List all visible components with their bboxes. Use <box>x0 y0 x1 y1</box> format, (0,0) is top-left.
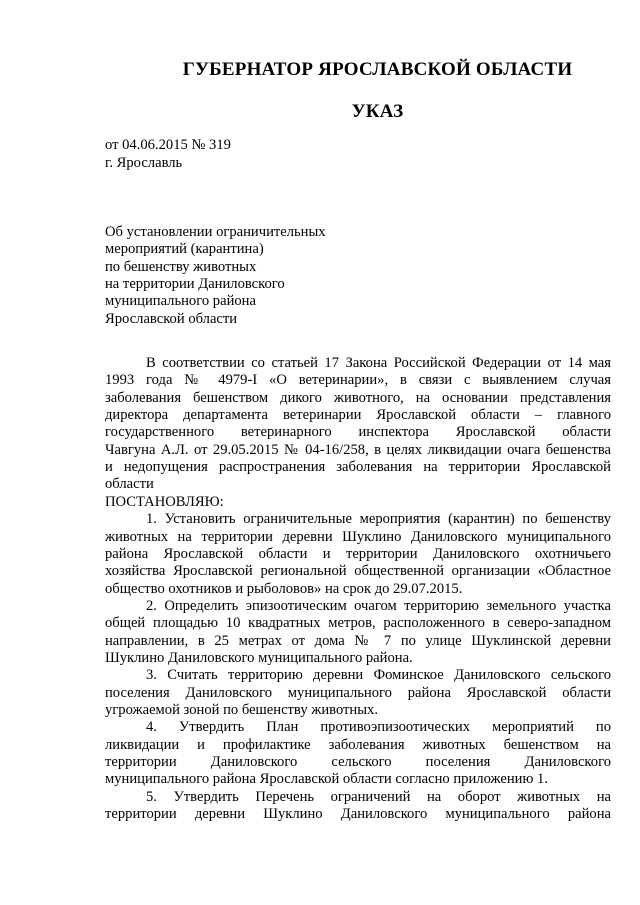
body-line: Чавгуна А.Л. от 29.05.2015 № 04-16/258, в целях ликвидации очага бешенства <box>105 441 611 458</box>
body-line: ликвидации и профилактике заболевания животных бешенством на <box>105 736 611 753</box>
body-line: района Ярославской области и территории Даниловского охотничьего <box>105 545 611 562</box>
subject-line: Ярославской области <box>105 310 238 327</box>
body-line: 3. Считать территорию деревни Фоминское Даниловского сельского <box>146 667 611 684</box>
body-line: ПОСТАНОВЛЯЮ: <box>105 493 224 510</box>
body-line: 1993 года № 4979-I «О ветеринарии», в связи с выявлением случая <box>105 372 611 389</box>
body-line: животных на территории деревни Шуклино Даниловского муниципального <box>105 528 611 545</box>
body-line: 4. Утвердить План противоэпизоотических мероприятий по <box>146 719 611 736</box>
subject-line: муниципального района <box>105 293 256 310</box>
issuing-authority-title: ГУБЕРНАТОР ЯРОСЛАВСКОЙ ОБЛАСТИ <box>182 59 573 80</box>
subject-line: по бешенству животных <box>105 258 257 275</box>
body-line: 5. Утвердить Перечень ограничений на оборот животных на <box>146 788 611 805</box>
body-line: области <box>105 476 154 493</box>
subject-line: мероприятий (карантина) <box>105 241 264 258</box>
body-line: территории Даниловского сельского поселения Даниловского <box>105 754 611 771</box>
body-line: директора департамента ветеринарии Ярославской области – главного <box>105 407 611 424</box>
body-line: направлении, в 25 метрах от дома № 7 по улице Шуклинской деревни <box>105 632 611 649</box>
body-line: 1. Установить ограничительные мероприятия (карантин) по бешенству <box>146 511 611 528</box>
document-type-title: УКАЗ <box>351 101 404 122</box>
subject-line: на территории Даниловского <box>105 275 285 292</box>
body-line: хозяйства Ярославской региональной общественной организации «Областное <box>105 563 611 580</box>
date-number-line: от 04.06.2015 № 319 <box>105 137 231 153</box>
body-line: В соответствии со статьей 17 Закона Российской Федерации от 14 мая <box>146 355 611 371</box>
body-line: государственного ветеринарного инспектора Ярославской области <box>105 424 611 441</box>
body-line: поселения Даниловского муниципального района Ярославской области <box>105 684 611 701</box>
body-line: угрожаемой зоной по бешенству животных. <box>105 702 378 718</box>
city-line: г. Ярославль <box>105 155 183 171</box>
body-line: общей площадью 10 квадратных метров, расположенного в северо-западном <box>105 615 611 632</box>
body-line: территории деревни Шуклино Даниловского муниципального района <box>105 806 611 823</box>
body-line: общество охотников и рыболовов» на срок до 29.07.2015. <box>105 580 463 597</box>
body-line: заболевания бешенством дикого животного, на основании представления <box>105 389 611 406</box>
body-line: 2. Определить эпизоотическим очагом территорию земельного участка <box>146 597 611 614</box>
subject-line: Об установлении ограничительных <box>105 224 326 240</box>
body-line: и недопущения распространения заболевания на территории Ярославской <box>105 459 611 476</box>
body-line: муниципального района Ярославской области согласно приложению 1. <box>105 771 548 788</box>
body-line: Шуклино Даниловского муниципального района. <box>105 649 413 666</box>
